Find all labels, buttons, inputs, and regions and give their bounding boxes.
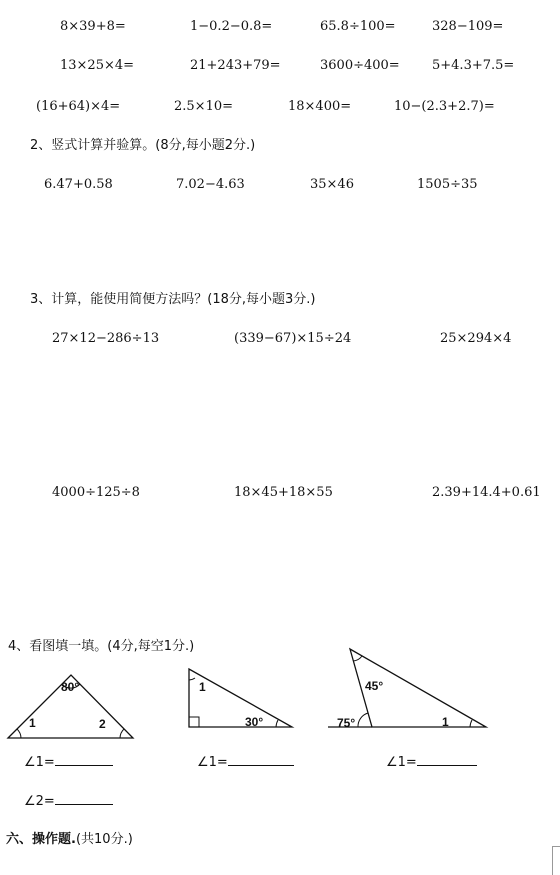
simplify-item: 2.39+14.4+0.61 — [432, 485, 541, 500]
answer-blank[interactable] — [228, 754, 294, 766]
calc-item: 10−(2.3+2.7)= — [394, 99, 495, 114]
triangle-2-right-label: 30° — [245, 715, 264, 729]
answer-label: ∠2= — [24, 794, 55, 809]
triangle-2-right-arc — [276, 720, 278, 727]
answer-label: ∠1= — [24, 755, 55, 770]
triangle-1-left-label: 1 — [29, 716, 36, 730]
vertical-calc-item: 6.47+0.58 — [44, 177, 113, 192]
vertical-calc-item: 1505÷35 — [417, 177, 478, 192]
calc-item: 13×25×4= — [60, 58, 135, 73]
section6-heading — [6, 832, 133, 848]
triangle-2-top-label: 1 — [199, 680, 206, 694]
calc-item: 2.5×10= — [174, 99, 234, 114]
triangle-1-left-arc — [17, 729, 21, 738]
triangle-2-top-arc — [189, 678, 195, 680]
simplify-item: (339−67)×15÷24 — [234, 331, 352, 346]
calc-item: 8×39+8= — [60, 19, 126, 34]
answer-angle1-tri2 — [197, 754, 294, 771]
answer-blank[interactable] — [55, 793, 113, 805]
calc-item: (16+64)×4= — [36, 99, 121, 114]
triangle-3-right-label: 1 — [442, 715, 449, 729]
answer-angle2-tri1 — [24, 793, 113, 810]
answer-blank[interactable] — [417, 754, 477, 766]
calc-item: 3600÷400= — [320, 58, 400, 73]
vertical-calc-item: 35×46 — [310, 177, 354, 192]
calc-item: 1−0.2−0.8= — [190, 19, 273, 34]
triangle-1-right-arc — [120, 729, 124, 738]
triangle-3-top-arc — [353, 656, 362, 661]
simplify-item: 18×45+18×55 — [234, 485, 333, 500]
vertical-calc-item: 7.02−4.63 — [176, 177, 245, 192]
triangle-2-figure — [180, 660, 300, 736]
calc-item: 18×400= — [288, 99, 352, 114]
triangle-1-right-label: 2 — [99, 717, 106, 731]
simplify-item: 25×294×4 — [440, 331, 512, 346]
triangle-3-top-label: 45° — [365, 679, 384, 693]
section6-title: 六、操作题. — [6, 832, 76, 847]
triangle-2-right-angle — [189, 717, 199, 727]
answer-angle1-tri3 — [386, 754, 477, 771]
section4-title: 4、看图填一填。(4分,每空1分.) — [8, 639, 195, 654]
triangle-3-figure — [320, 645, 490, 735]
triangle-1-figure — [0, 660, 140, 744]
triangle-1-top-label: 80° — [61, 680, 80, 694]
triangle-3-exterior-label: 75° — [337, 716, 356, 730]
calc-item: 65.8÷100= — [320, 19, 396, 34]
answer-angle1-tri1 — [24, 754, 113, 771]
answer-blank[interactable] — [55, 754, 113, 766]
answer-label: ∠1= — [386, 755, 417, 770]
calc-item: 21+243+79= — [190, 58, 281, 73]
triangle-2-shape — [189, 669, 292, 727]
calc-item: 5+4.3+7.5= — [432, 58, 515, 73]
page-corner-marker — [552, 846, 560, 875]
calc-item: 328−109= — [432, 19, 504, 34]
section3-title: 3、计算，能使用简便方法吗？(18分,每小题3分.) — [30, 292, 316, 307]
simplify-item: 27×12−286÷13 — [52, 331, 160, 346]
simplify-item: 4000÷125÷8 — [52, 485, 140, 500]
triangle-3-right-arc — [470, 720, 472, 727]
answer-label: ∠1= — [197, 755, 228, 770]
triangle-3-exterior-arc — [358, 713, 368, 727]
section6-score: (共10分.) — [75, 832, 133, 847]
section2-title: 2、竖式计算并验算。(8分,每小题2分.) — [30, 138, 256, 153]
